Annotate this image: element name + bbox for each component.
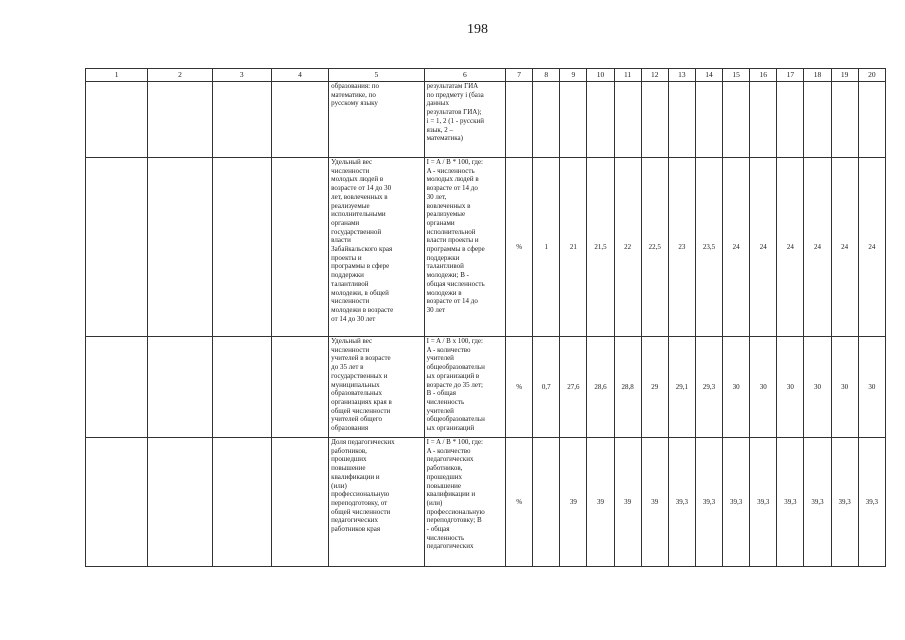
unit-cell: % [506,438,533,567]
table-cell [86,337,148,438]
column-header: 16 [750,69,777,82]
value-cell: 39,3 [831,438,858,567]
value-cell [533,82,560,158]
formula-cell: I = A / B x 100, где: A - количество учителей общеобразовательн ых организаций в возрасте до 35 лет; B - общая численность учителей общеобразовательн ых организаций [424,337,505,438]
value-cell: 30 [750,337,777,438]
value-cell: 29,1 [668,337,695,438]
value-cell: 30 [804,337,831,438]
table-cell [148,438,212,567]
value-cell [587,82,614,158]
value-cell: 30 [777,337,804,438]
value-cell [695,82,722,158]
table-cell [271,438,328,567]
column-header: 17 [777,69,804,82]
page-number: 198 [467,22,488,37]
value-cell: 24 [723,158,750,337]
indicator-cell: Доля педагогических работников, прошедших повышение квалификации и (или) профессиональную переподготовку, от общей численности педагогических работников края [329,438,424,567]
value-cell: 39,3 [858,438,885,567]
value-cell: 22,5 [641,158,668,337]
column-header: 1 [86,69,148,82]
value-cell [723,82,750,158]
table-cell [212,82,271,158]
value-cell: 24 [858,158,885,337]
column-header: 13 [668,69,695,82]
table-cell [271,337,328,438]
value-cell: 23 [668,158,695,337]
table-row [86,337,886,438]
column-header: 11 [614,69,641,82]
value-cell: 24 [831,158,858,337]
value-cell [777,82,804,158]
indicator-cell: Удельный вес численности молодых людей в возрасте от 14 до 30 лет, вовлеченных в реализуемые исполнительными органами государственной власти Забайкальского края проекты и программы в сфере поддержки талантливой молодежи, в общей численности молодежи в возрасте от 14 до 30 лет [329,158,424,337]
column-header: 14 [695,69,722,82]
value-cell: 39 [641,438,668,567]
value-cell: 39,3 [750,438,777,567]
column-header: 6 [424,69,505,82]
value-cell: 24 [750,158,777,337]
formula-cell: результатам ГИА по предмету i (база данных результатов ГИА); i = 1, 2 (1 - русский язык, 2 – математика) [424,82,505,158]
value-cell: 0,7 [533,337,560,438]
table-cell [212,158,271,337]
table-cell [148,82,212,158]
value-cell: 22 [614,158,641,337]
value-cell: 29,3 [695,337,722,438]
column-header: 18 [804,69,831,82]
table-cell [86,438,148,567]
value-cell [804,82,831,158]
value-cell: 23,5 [695,158,722,337]
table-cell [271,82,328,158]
value-cell: 39 [560,438,587,567]
value-cell [858,82,885,158]
table-cell [212,438,271,567]
column-header: 20 [858,69,885,82]
formula-cell: I = A / B * 100, где: A - количество педагогических работников, прошедших повышение квалификации и (или) профессиональную переподготовку; B - общая численность педагогических [424,438,505,567]
column-header: 4 [271,69,328,82]
value-cell [614,82,641,158]
unit-cell: % [506,158,533,337]
value-cell: 28,6 [587,337,614,438]
value-cell: 1 [533,158,560,337]
value-cell: 24 [804,158,831,337]
table-cell [271,158,328,337]
value-cell: 29 [641,337,668,438]
column-header: 19 [831,69,858,82]
table-cell [86,158,148,337]
unit-cell: % [506,337,533,438]
column-header: 10 [587,69,614,82]
column-header: 15 [723,69,750,82]
value-cell [560,82,587,158]
table-cell [148,158,212,337]
indicator-cell: Удельный вес численности учителей в возрасте до 35 лет в государственных и муниципальных образовательных организациях края в общей численности учителей общего образования [329,337,424,438]
table-row [86,158,886,337]
value-cell: 21,5 [587,158,614,337]
table-row [86,82,886,158]
value-cell: 30 [858,337,885,438]
value-cell [641,82,668,158]
unit-cell [506,82,533,158]
formula-cell: I = A / B * 100, где: A - численность молодых людей в возрасте от 14 до 30 лет, вовлеченных в реализуемые органами исполнительной власти проекты и программы в сфере поддержки талантливой молодежи; B - общая численность молодежи в возрасте от 14 до 30 лет [424,158,505,337]
value-cell: 27,6 [560,337,587,438]
value-cell: 39,3 [668,438,695,567]
column-header: 3 [212,69,271,82]
value-cell: 30 [831,337,858,438]
column-header: 5 [329,69,424,82]
value-cell: 28,8 [614,337,641,438]
value-cell: 24 [777,158,804,337]
value-cell: 39,3 [723,438,750,567]
value-cell [750,82,777,158]
column-header: 7 [506,69,533,82]
column-header: 12 [641,69,668,82]
table-cell [148,337,212,438]
value-cell: 39 [587,438,614,567]
column-header: 9 [560,69,587,82]
value-cell [668,82,695,158]
table-cell [86,82,148,158]
indicator-table [85,68,886,567]
value-cell [533,438,560,567]
column-header: 8 [533,69,560,82]
table-row [86,438,886,567]
indicator-cell: образования: по математике, по русскому языку [329,82,424,158]
value-cell: 39 [614,438,641,567]
header-row [86,69,886,82]
value-cell: 30 [723,337,750,438]
value-cell [831,82,858,158]
value-cell: 21 [560,158,587,337]
column-header: 2 [148,69,212,82]
value-cell: 39,3 [804,438,831,567]
value-cell: 39,3 [695,438,722,567]
table-cell [212,337,271,438]
value-cell: 39,3 [777,438,804,567]
